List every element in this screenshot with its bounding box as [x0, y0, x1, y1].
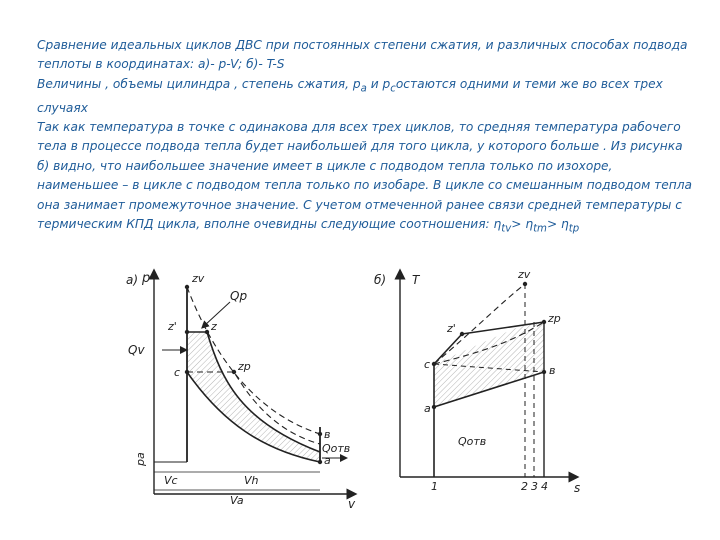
ts-tick-4: 4 [541, 480, 548, 493]
paragraph-constants: Величины , объемы цилиндра , степень сжатия, $p_a$ и $p_cостаются$ одними и теми же во всех трех случаях [37, 76, 663, 115]
ts-s-axis-label: s [574, 481, 581, 495]
pv-point-z-prime [185, 330, 189, 334]
pv-label-pa: pa [134, 452, 147, 466]
ts-label-c: c [424, 358, 431, 371]
ts-label-zv: zv [518, 268, 531, 281]
ts-label-a: a [424, 402, 431, 415]
paragraph-title: Сравнение идеальных циклов ДВС при постоянных степени сжатия, и различных способах подвода теплоты в координатах: а)- p-V; б)- T-S [37, 38, 688, 72]
ts-t-axis-label: T [412, 273, 420, 287]
ts-point-zp [542, 320, 546, 324]
pv-diagram [126, 271, 356, 511]
pv-label-vh: Vh [244, 474, 259, 487]
ts-tick-1: 1 [431, 480, 438, 493]
pv-label-a: a [324, 454, 331, 467]
pv-qp-arrow [204, 302, 230, 326]
pv-p-axis-label: p [142, 271, 151, 286]
pv-label-zv: zv [192, 272, 205, 285]
ts-tick-2: 2 [521, 480, 528, 493]
ts-diagram [374, 268, 580, 495]
ts-label-z-prime: z' [447, 322, 456, 335]
ts-label-qotv: Qотв [458, 435, 487, 448]
pv-label-qotv: Qотв [322, 442, 351, 455]
pv-label-zp: zp [238, 360, 251, 373]
pv-point-zp [232, 370, 236, 374]
pv-point-c [185, 370, 189, 374]
pv-label-qp: Qp [230, 289, 248, 303]
pv-label-z: z [211, 320, 217, 333]
ts-panel-label: б) [374, 273, 387, 287]
ts-tick-3: 3 [531, 480, 538, 493]
cycle-diagrams-svg [112, 262, 592, 522]
ts-point-b [542, 370, 546, 374]
pv-v-axis-label: v [348, 497, 356, 511]
ts-point-a [432, 405, 436, 409]
pv-label-b: в [324, 428, 331, 441]
pv-label-vc: Vc [164, 474, 178, 487]
ts-point-z-prime [460, 332, 464, 336]
ts-label-zp: zp [548, 312, 561, 325]
description-text [37, 36, 692, 239]
ts-point-zv [523, 282, 527, 286]
pv-point-b [318, 432, 322, 436]
pv-label-va: Va [230, 494, 244, 507]
pv-label-qv: Qv [128, 343, 145, 357]
pv-label-c: c [174, 366, 181, 379]
pv-label-z-prime: z' [168, 320, 177, 333]
pv-point-zv [185, 285, 189, 289]
paragraph-comparison: Так как температура в точке с одинакова для всех трех циклов, то средняя температура рабочего тела в процессе подвода тепла будет наибольшей для того цикла, у которого больше . Из рисунка б) видно, что наибольшее значение имеет в цикле с подводом тепла только по изохоре, наименьшее – в цикле с подводом тепла только по изобаре. В цикле со смешанным подводом тепла она занимает промежуточное значение. С учетом отмеченной ранее связи средней температуры с термическим КПД цикла, вполне очевидны следующие соотношения: $\eta_{tv}> \eta_{tm}> \eta_{tp}$ [37, 120, 692, 235]
ts-label-b: в [549, 364, 556, 377]
pv-point-z [205, 330, 209, 334]
cycle-diagrams [112, 262, 592, 522]
ts-point-c [432, 362, 436, 366]
pv-point-a [318, 460, 322, 464]
pv-panel-label: а) [126, 273, 139, 287]
